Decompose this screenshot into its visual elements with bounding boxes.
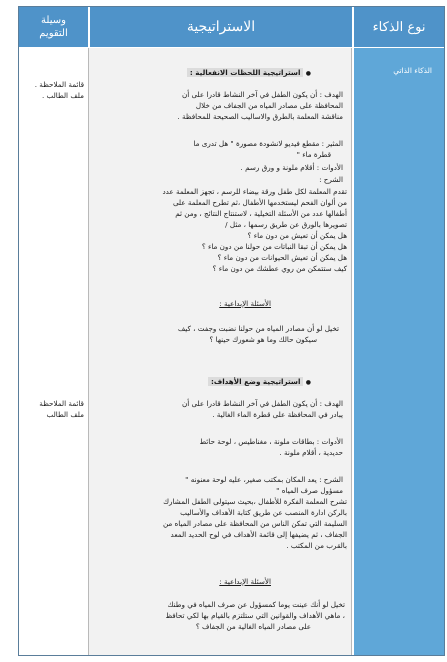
section1-eval-observation: قائمة الملاحظة . bbox=[34, 80, 84, 89]
section1-tools: الأدوات : أقلام ملونة و ورق رسم . bbox=[240, 163, 343, 172]
section2-eval-portfolio: ملف الطالب bbox=[46, 410, 84, 419]
section2-creative-line3: على مصادر المياه الغالية من الجفاف ؟ bbox=[195, 622, 311, 631]
section1-title: ● استراتيجية اللحظات الانفعالية : bbox=[187, 68, 311, 80]
section2-body-line: بالقرب من المكتب . bbox=[286, 541, 347, 550]
header-eval-line1: وسيلة bbox=[41, 15, 66, 26]
strategy-column bbox=[88, 48, 352, 655]
section1-body-line: تقدم المعلمة لكل طفل ورقة بيضاء للرسم ، تجهز المعلمة عدد bbox=[162, 187, 347, 196]
intelligence-type-column bbox=[354, 48, 444, 655]
header-type-label: نوع الذكاء bbox=[372, 19, 426, 35]
section1-question: هل يمكن أن تعيش الحيوانات من دون ماء ؟ bbox=[217, 253, 347, 262]
section1-stimulus-line1: المثير : مقطع فيديو لانشودة مصورة " هل تدرى ما bbox=[193, 139, 343, 148]
section2-body-line: السليمة التي تمكن الناس من المحافظة على مصادر المياه من bbox=[162, 519, 347, 528]
section2-body-line: بالركن ادارة المنصب عن طريق كتابة الأهداف والأساليب bbox=[180, 508, 347, 517]
header-strategy-label: الاستراتيجية bbox=[186, 19, 256, 35]
section2-creative-title: الأسئلة الإبداعية : bbox=[219, 577, 271, 586]
section2-explanation-line1: الشرح : يعد المكان بمكتب صغير، عليه لوحة معنونه " bbox=[185, 475, 343, 484]
section2-title: ● استراتيجية وضع الأهداف: bbox=[208, 377, 311, 389]
section2-tools-line2: حديدية ، أقلام ملونة . bbox=[279, 448, 343, 457]
section1-creative-line2: سيكون حالك وما هو شعورك حينها ؟ bbox=[209, 335, 317, 344]
section1-question: هل يمكن أن تعيش من دون ماء ؟ bbox=[247, 231, 347, 240]
section1-stimulus-line2: قطرة ماء " bbox=[296, 150, 331, 159]
section2-eval-observation: قائمة الملاحظة bbox=[39, 399, 84, 408]
section2-creative-line1: تخيل لو أنك عينت يوما كمسؤول عن صرف المياه في وطنك bbox=[167, 600, 345, 609]
section2-goal-line1: الهدف : أن يكون الطفل في آخر النشاط قادرا على أن bbox=[181, 399, 343, 408]
section1-goal-line3: مناقشة المعلمة بالطرق والاساليب الصحيحة للمحافظة . bbox=[177, 112, 343, 121]
header-strategy bbox=[90, 7, 352, 47]
section2-creative-line2: ، ماهي الأهداف والقوانين التي ستلتزم بالقيام بها لكي تحافظ bbox=[165, 611, 345, 620]
section1-body-line: من ألوان الفحم ليستخدمها الأطفال ،ثم تطرح المعلمة على bbox=[172, 198, 347, 207]
section2-explanation-line2: مسؤول صرف المياه " bbox=[276, 486, 343, 495]
section1-body-line: تصويرها بالورق عن طريق رسمها ، مثل / bbox=[225, 220, 347, 229]
evaluation-column bbox=[19, 48, 88, 655]
section2-body-line: تشرح المعلمة الفكرة للأطفال ،بحيث سيتولى الطفل المشارك bbox=[163, 497, 347, 506]
section1-question: كيف ستتمكن من روي عطشك من دون ماء ؟ bbox=[212, 264, 347, 273]
section1-eval-portfolio: ملف الطالب . bbox=[41, 91, 84, 100]
section1-goal-line2: المحافظة على مصادر المياه من الجفاف من خلال bbox=[195, 101, 343, 110]
header-eval-line2: التقويم bbox=[39, 28, 68, 39]
section1-goal-line1: الهدف : أن يكون الطفل في آخر النشاط قادرا على أن bbox=[181, 90, 343, 99]
header-intelligence-type bbox=[354, 7, 444, 47]
section2-body-line: الجفاف ، ثم يضيفها إلى قائمة الأهداف في لوح الحديد المعد bbox=[170, 530, 347, 539]
section2-goal-line2: يبادر في المحافظة على قطرة الماء الغالية . bbox=[212, 410, 343, 419]
section2-tools-line1: الأدوات : بطاقات ملونة ، مغناطيس ، لوحة حائط bbox=[199, 437, 343, 446]
section1-creative-title: الأسئلة الإبداعية : bbox=[219, 299, 271, 308]
header-evaluation-tool bbox=[19, 7, 88, 47]
section1-creative-line1: تخيل لو أن مصادر المياه من حولنا نضبت وجفت ، كيف bbox=[177, 324, 339, 333]
section1-body-line: أطفالها عدد من الأسئلة التخيلية ، لاستنتاج النتائج ، ومن ثم bbox=[175, 209, 347, 218]
section1-explanation: الشرح : bbox=[319, 175, 343, 184]
lesson-plan-table bbox=[18, 6, 445, 656]
section1-question: هل يمكن أن تبقا النباتات من حولنا من دون ماء ؟ bbox=[201, 242, 347, 251]
intelligence-type-label: الذكاء الذاتي bbox=[393, 66, 432, 75]
